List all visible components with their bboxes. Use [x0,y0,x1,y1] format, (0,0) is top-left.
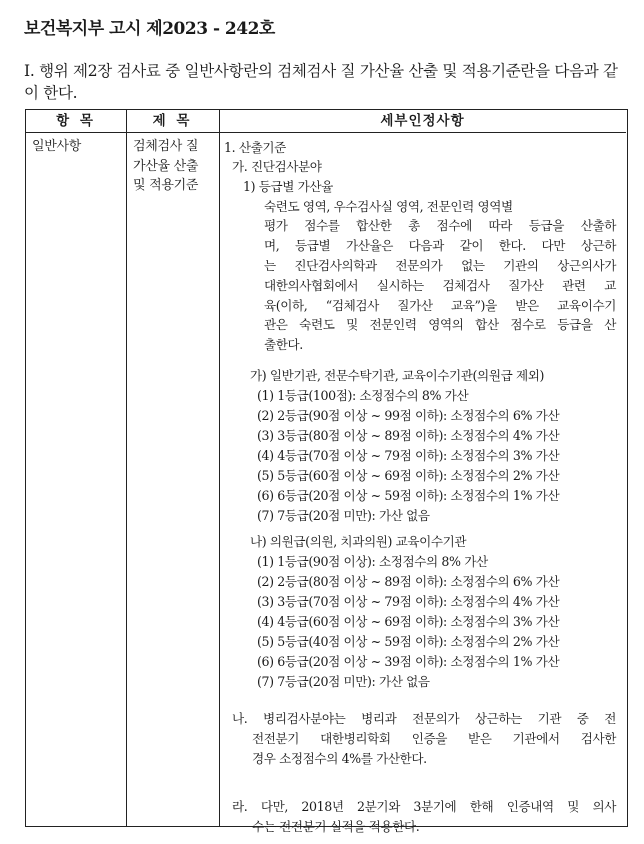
group-a-item: (7) 7등급(20점 미만): 가산 없음 [257,508,430,523]
title-line: 및 적용기준 [133,178,199,193]
subsection-heading: 가. 진단검사분야 [232,159,322,174]
title-line: 검체검사 질 [133,139,199,154]
group-b-title: 나) 의원급(의원, 치과의원) 교육이수기관 [250,534,467,549]
exception-line: 수는 전전분기 실적을 적용한다. [252,819,420,834]
item-cell: 일반사항 [32,139,82,154]
paragraph-line: 대한의사협회에서 실시하는 검체검사 질가산 관련 교 [264,278,616,293]
group-a-item: (2) 2등급(90점 이상 ~ 99점 이하): 소정점수의 6% 가산 [257,408,560,423]
group-a-item: (4) 4등급(70점 이상 ~ 79점 이하): 소정점수의 3% 가산 [257,448,560,463]
rules-table [25,109,628,834]
sub-heading: 1) 등급별 가산율 [243,179,333,194]
notice-title: 보건복지부 고시 제2023 - 242호 [24,19,275,39]
paragraph-line: 며, 등급별 가산율은 다음과 같이 한다. 다만 상근하 [264,238,616,253]
group-a-item: (6) 6등급(20점 이상 ~ 59점 이하): 소정점수의 1% 가산 [257,488,560,503]
paragraph-line: 숙련도 영역, 우수검사실 영역, 전문인력 영역별 [264,199,513,214]
group-b-item: (6) 6등급(20점 이상 ~ 39점 이하): 소정점수의 1% 가산 [257,654,560,669]
group-a-item: (1) 1등급(100점): 소정점수의 8% 가산 [257,388,469,403]
paragraph-line: 는 진단검사의학과 전문의가 없는 기관의 상근의사가 [264,258,616,273]
pathology-line: 나. 병리검사분야는 병리과 전문의가 상근하는 기관 중 전 [232,711,616,726]
column-divider [126,110,127,826]
paragraph-line: 평가 점수를 합산한 총 점수에 따라 등급을 산출하 [264,218,616,233]
title-cell [133,137,217,196]
group-b-item: (1) 1등급(90점 이상): 소정점수의 8% 가산 [257,554,488,569]
header-title: 제 목 [126,110,219,133]
header-item: 항 목 [26,110,126,133]
group-b-item: (2) 2등급(80점 이상 ~ 89점 이하): 소정점수의 6% 가산 [257,574,560,589]
title-line: 가산율 산출 [133,158,199,174]
header-details: 세부인정사항 [219,110,626,133]
pathology-line: 전전분기 대한병리학회 인증을 받은 기관에서 검사한 [252,731,616,746]
intro-paragraph: Ⅰ. 행위 제2장 검사료 중 일반사항란의 검체검사 질 가산율 산출 및 적용기준란을 다음과 같이 한다. [24,62,618,102]
group-b-item: (4) 4등급(60점 이상 ~ 69점 이하): 소정점수의 3% 가산 [257,614,560,629]
pathology-line: 경우 소정점수의 4%를 가산한다. [252,751,427,766]
group-b-item: (7) 7등급(20점 미만): 가산 없음 [257,674,430,689]
paragraph-line: 육(이하, “검체검사 질가산 교육”)을 받은 교육이수기 [264,298,616,313]
group-a-item: (5) 5등급(60점 이상 ~ 69점 이하): 소정점수의 2% 가산 [257,468,560,483]
group-b-item: (5) 5등급(40점 이상 ~ 59점 이하): 소정점수의 2% 가산 [257,634,560,649]
paragraph-line: 출한다. [264,337,303,352]
group-b-item: (3) 3등급(70점 이상 ~ 79점 이하): 소정점수의 4% 가산 [257,594,560,609]
column-divider [219,110,220,826]
paragraph-line: 관은 숙련도 및 전문인력 영역의 합산 점수로 등급을 산 [264,317,616,332]
group-a-item: (3) 3등급(80점 이상 ~ 89점 이하): 소정점수의 4% 가산 [257,428,560,443]
exception-line: 라. 다만, 2018년 2분기와 3분기에 한해 인증내역 및 의사 [232,799,616,814]
section-heading: 1. 산출기준 [224,140,286,155]
group-a-title: 가) 일반기관, 전문수탁기관, 교육이수기관(의원급 제외) [250,368,545,383]
